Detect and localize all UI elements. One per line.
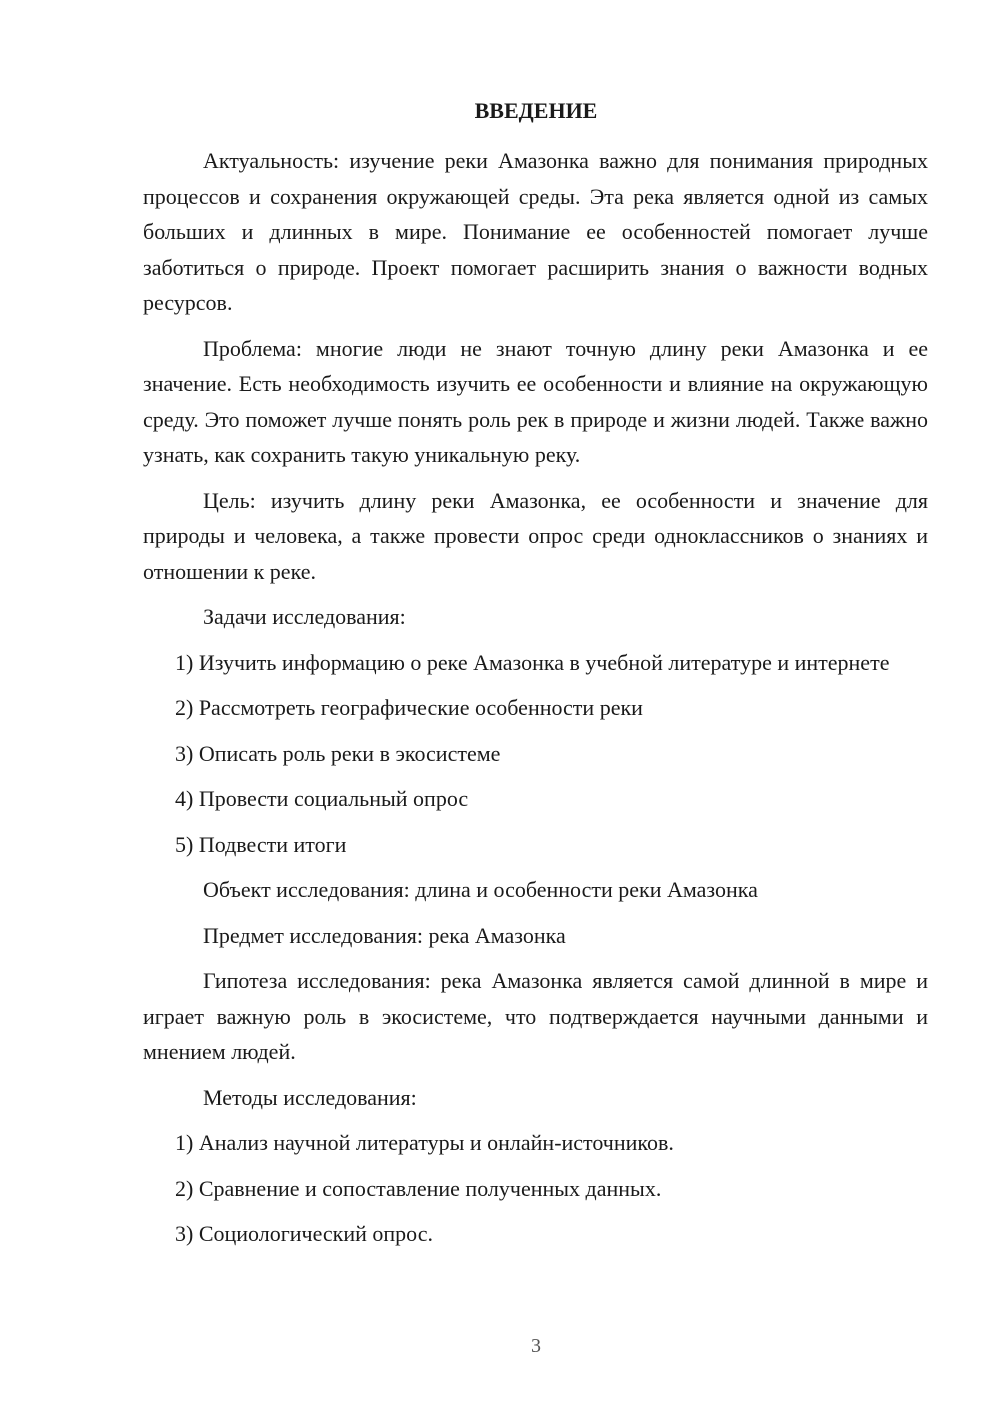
task-item: 5) Подвести итоги (175, 831, 347, 857)
task-item: 2) Рассмотреть географические особенности реки (175, 695, 643, 720)
subject-paragraph: Предмет исследования: река Амазонка (203, 922, 566, 948)
methods-heading: Методы исследования: (203, 1084, 417, 1110)
page-title: ВВЕДЕНИЕ (474, 98, 598, 123)
method-item: 3) Социологический опрос. (175, 1221, 433, 1246)
problem-paragraph: Проблема: многие люди не знают точную длину реки Амазонка и ее значение. Есть необходимость изучить ее особенности и влияние на окружающую среду. Это поможет лучше понять роль рек в природе и жизни людей. Также важно узнать, как сохранить такую уникальную реку. (143, 335, 928, 467)
goal-paragraph: Цель: изучить длину реки Амазонка, ее особенности и значение для природы и человека, а также провести опрос среди одноклассников о знаниях и отношении к реке. (143, 487, 928, 584)
page-number: 3 (531, 1335, 541, 1357)
document-body (143, 143, 928, 1262)
task-item: 3) Описать роль реки в экосистеме (175, 740, 501, 766)
method-item: 1) Анализ научной литературы и онлайн-источников. (175, 1130, 674, 1155)
task-item: 1) Изучить информацию о реке Амазонка в учебной литературе и интернете (175, 649, 890, 675)
object-paragraph: Объект исследования: длина и особенности реки Амазонка (203, 877, 758, 902)
hypothesis-paragraph: Гипотеза исследования: река Амазонка является самой длинной в мире и играет важную роль в экосистеме, что подтверждается научными данными и мнением людей. (143, 968, 928, 1064)
task-item: 4) Провести социальный опрос (175, 786, 469, 811)
tasks-heading: Задачи исследования: (203, 604, 406, 629)
method-item: 2) Сравнение и сопоставление полученных данных. (175, 1175, 662, 1201)
relevance-paragraph: Актуальность: изучение реки Амазонка важно для понимания природных процессов и сохранения окружающей среды. Эта река является одной из самых больших и длинных в мире. Понимание ее особенностей помогает лучше заботиться о природе. Проект помогает расширить знания о важности водных ресурсов. (143, 148, 928, 315)
